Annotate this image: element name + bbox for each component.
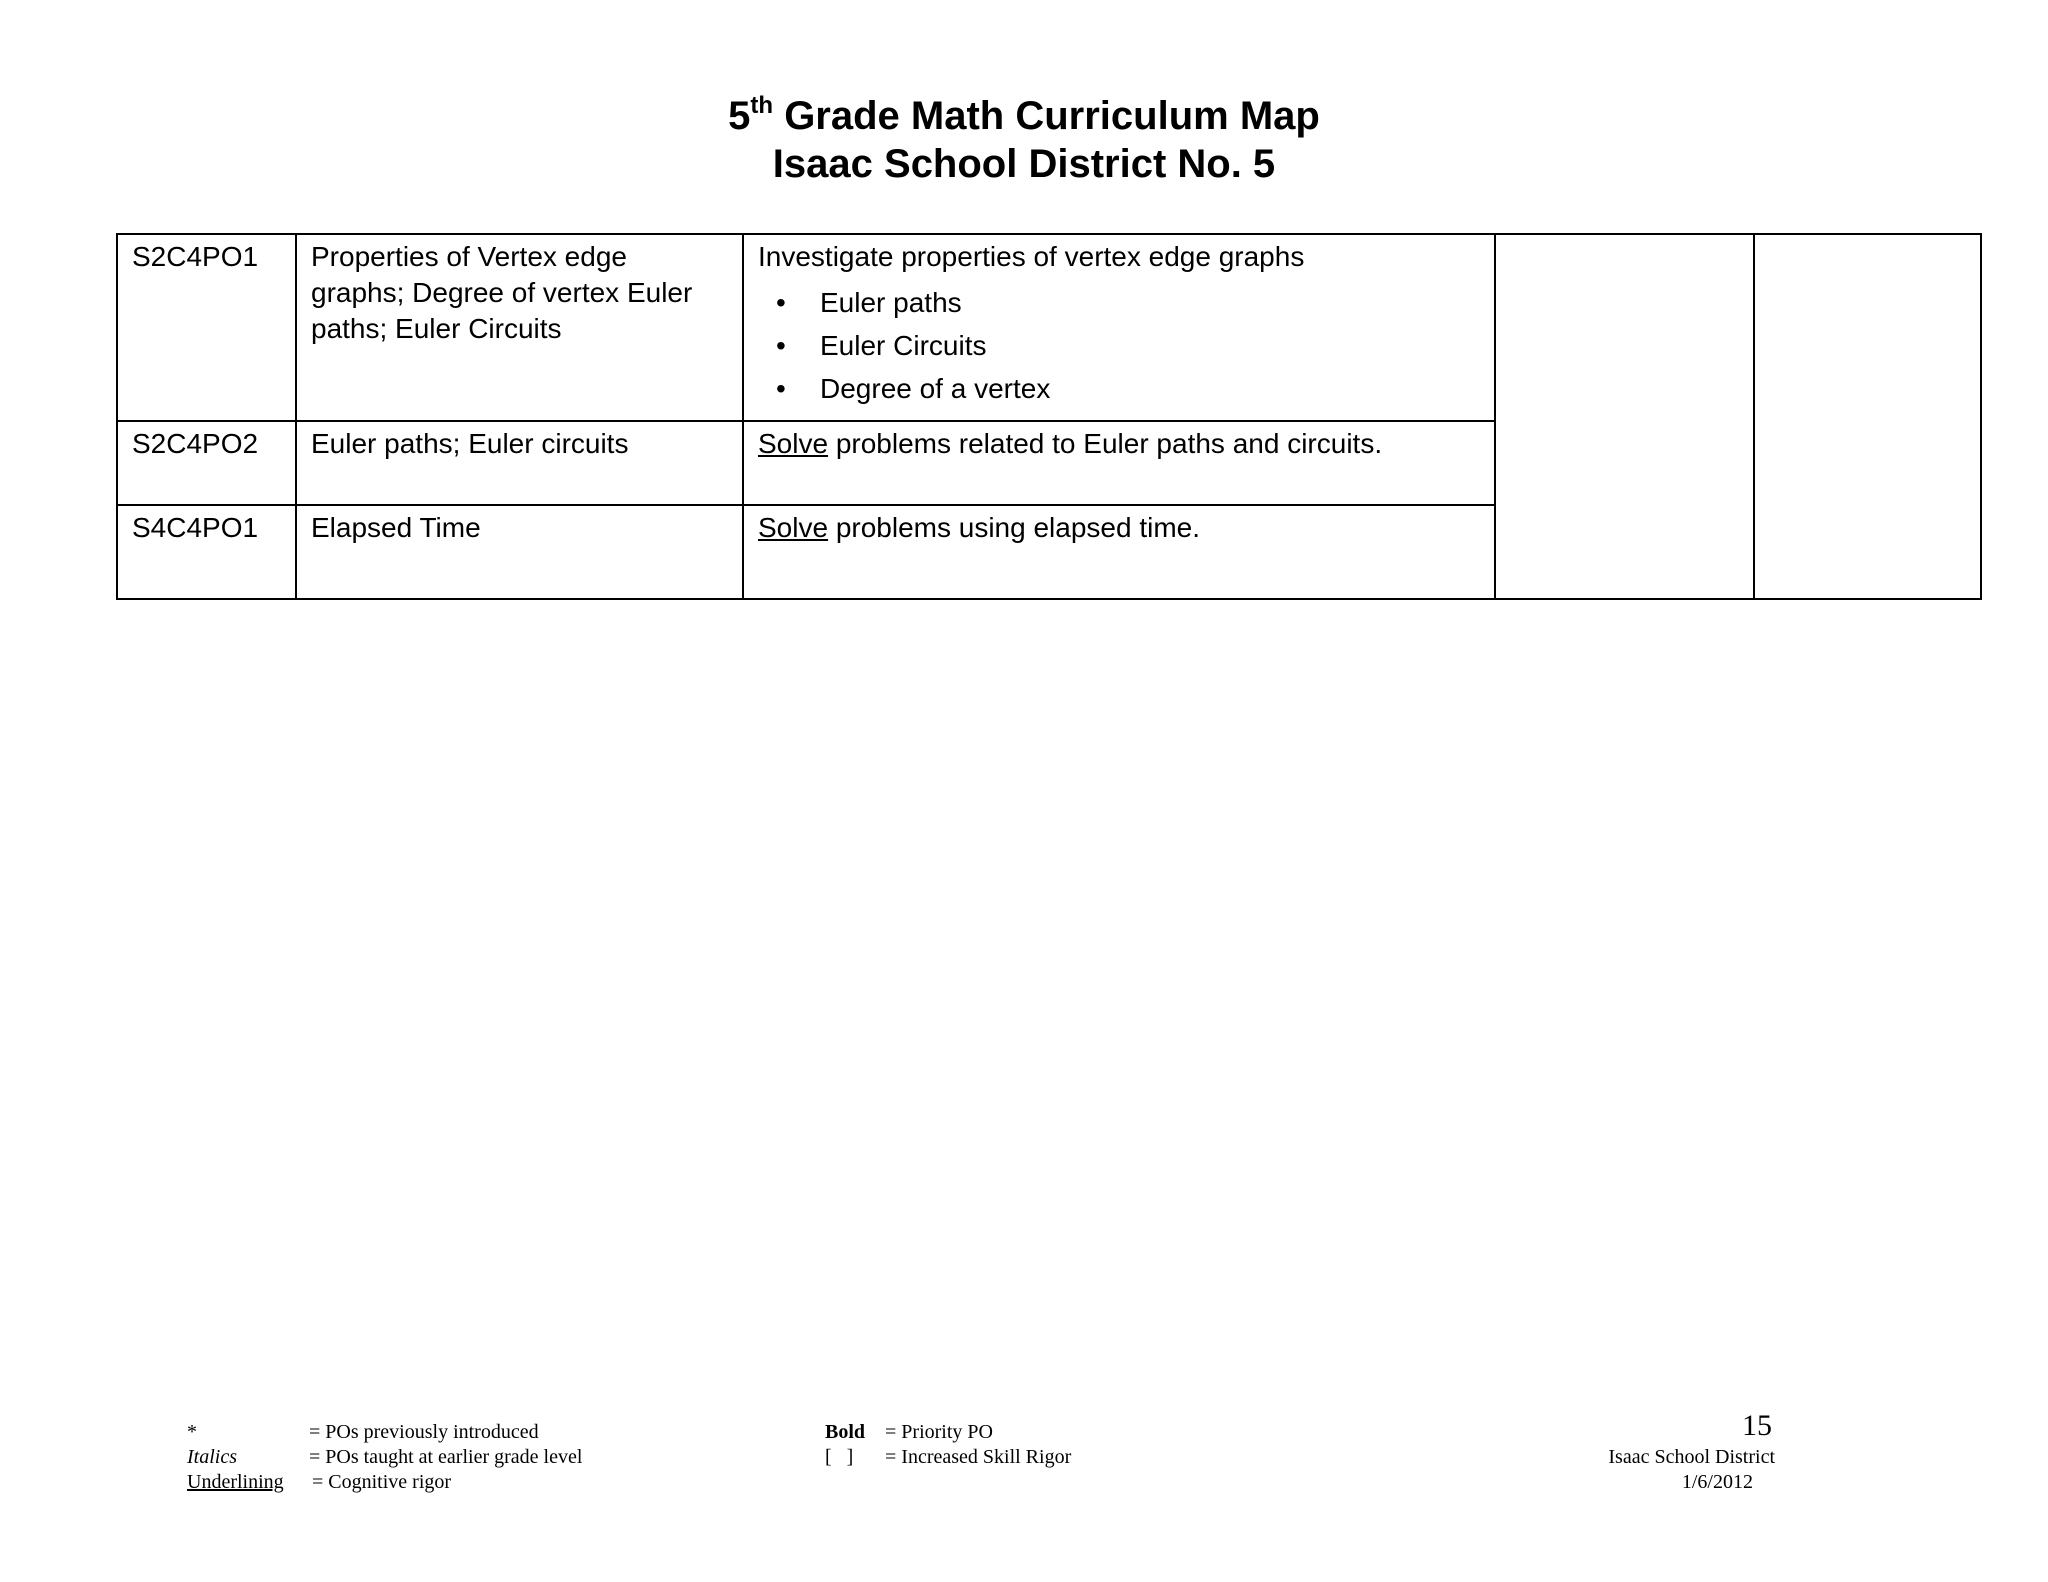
objective-text: problems related to Euler paths and circuits. (828, 428, 1383, 459)
legend-middle (825, 1420, 1225, 1470)
footer-date: 1/6/2012 (1681, 1471, 1753, 1493)
legend-row (187, 1420, 747, 1445)
po-code-cell: S2C4PO1 (117, 234, 296, 421)
legend-value: = Priority PO (885, 1421, 993, 1443)
list-item-text: Euler paths (820, 287, 962, 318)
objective-cell (743, 234, 1495, 421)
legend-value: = POs taught at earlier grade level (309, 1446, 583, 1468)
legend-value: = Increased Skill Rigor (885, 1446, 1072, 1468)
objective-bullet-list (758, 281, 1480, 410)
legend-key: Italics (187, 1446, 237, 1468)
empty-column-cell (1754, 234, 1981, 599)
document-title (0, 92, 2048, 188)
objective-cell (743, 421, 1495, 505)
objective-verb: Solve (758, 428, 829, 459)
legend-key: Underlining (187, 1471, 284, 1493)
list-item (776, 281, 1480, 324)
objective-lead: Investigate properties of vertex edge graphs (758, 241, 1305, 272)
list-item-text: Degree of a vertex (820, 373, 1051, 404)
po-code-cell: S2C4PO2 (117, 421, 296, 505)
title-line (0, 92, 2048, 140)
page-number: 15 (1742, 1409, 1772, 1442)
title-grade-number: 5 (728, 94, 751, 138)
table-row (117, 234, 1981, 421)
legend-row (825, 1445, 1225, 1470)
subtitle: Isaac School District No. 5 (772, 142, 1276, 186)
curriculum-table (116, 233, 1982, 600)
po-code-cell: S4C4PO1 (117, 505, 296, 599)
legend-value: = POs previously introduced (309, 1421, 539, 1443)
legend-key: * (187, 1421, 197, 1443)
list-item (776, 367, 1480, 410)
legend-left (187, 1420, 747, 1495)
legend-row (187, 1470, 747, 1495)
topic-cell: Properties of Vertex edge graphs; Degree of vertex Euler paths; Euler Circuits (296, 234, 743, 421)
list-item-text: Euler Circuits (820, 330, 987, 361)
objective-verb: Solve (758, 512, 829, 543)
title-superscript: th (750, 92, 774, 119)
legend-key: [ ] (825, 1446, 854, 1468)
topic-cell: Elapsed Time (296, 505, 743, 599)
footer-info (1560, 1445, 1775, 1495)
bullet-icon: • (776, 287, 786, 318)
legend-row (825, 1420, 1225, 1445)
footer-district: Isaac School District (1608, 1446, 1775, 1468)
title-text: Grade Math Curriculum Map (773, 94, 1320, 138)
legend-value: = Cognitive rigor (312, 1471, 452, 1493)
legend-key: Bold (825, 1421, 866, 1443)
objective-cell (743, 505, 1495, 599)
list-item (776, 324, 1480, 367)
objective-text: problems using elapsed time. (828, 512, 1201, 543)
topic-cell: Euler paths; Euler circuits (296, 421, 743, 505)
bullet-icon: • (776, 330, 786, 361)
bullet-icon: • (776, 373, 786, 404)
empty-column-cell (1495, 234, 1754, 599)
legend-row (187, 1445, 747, 1470)
